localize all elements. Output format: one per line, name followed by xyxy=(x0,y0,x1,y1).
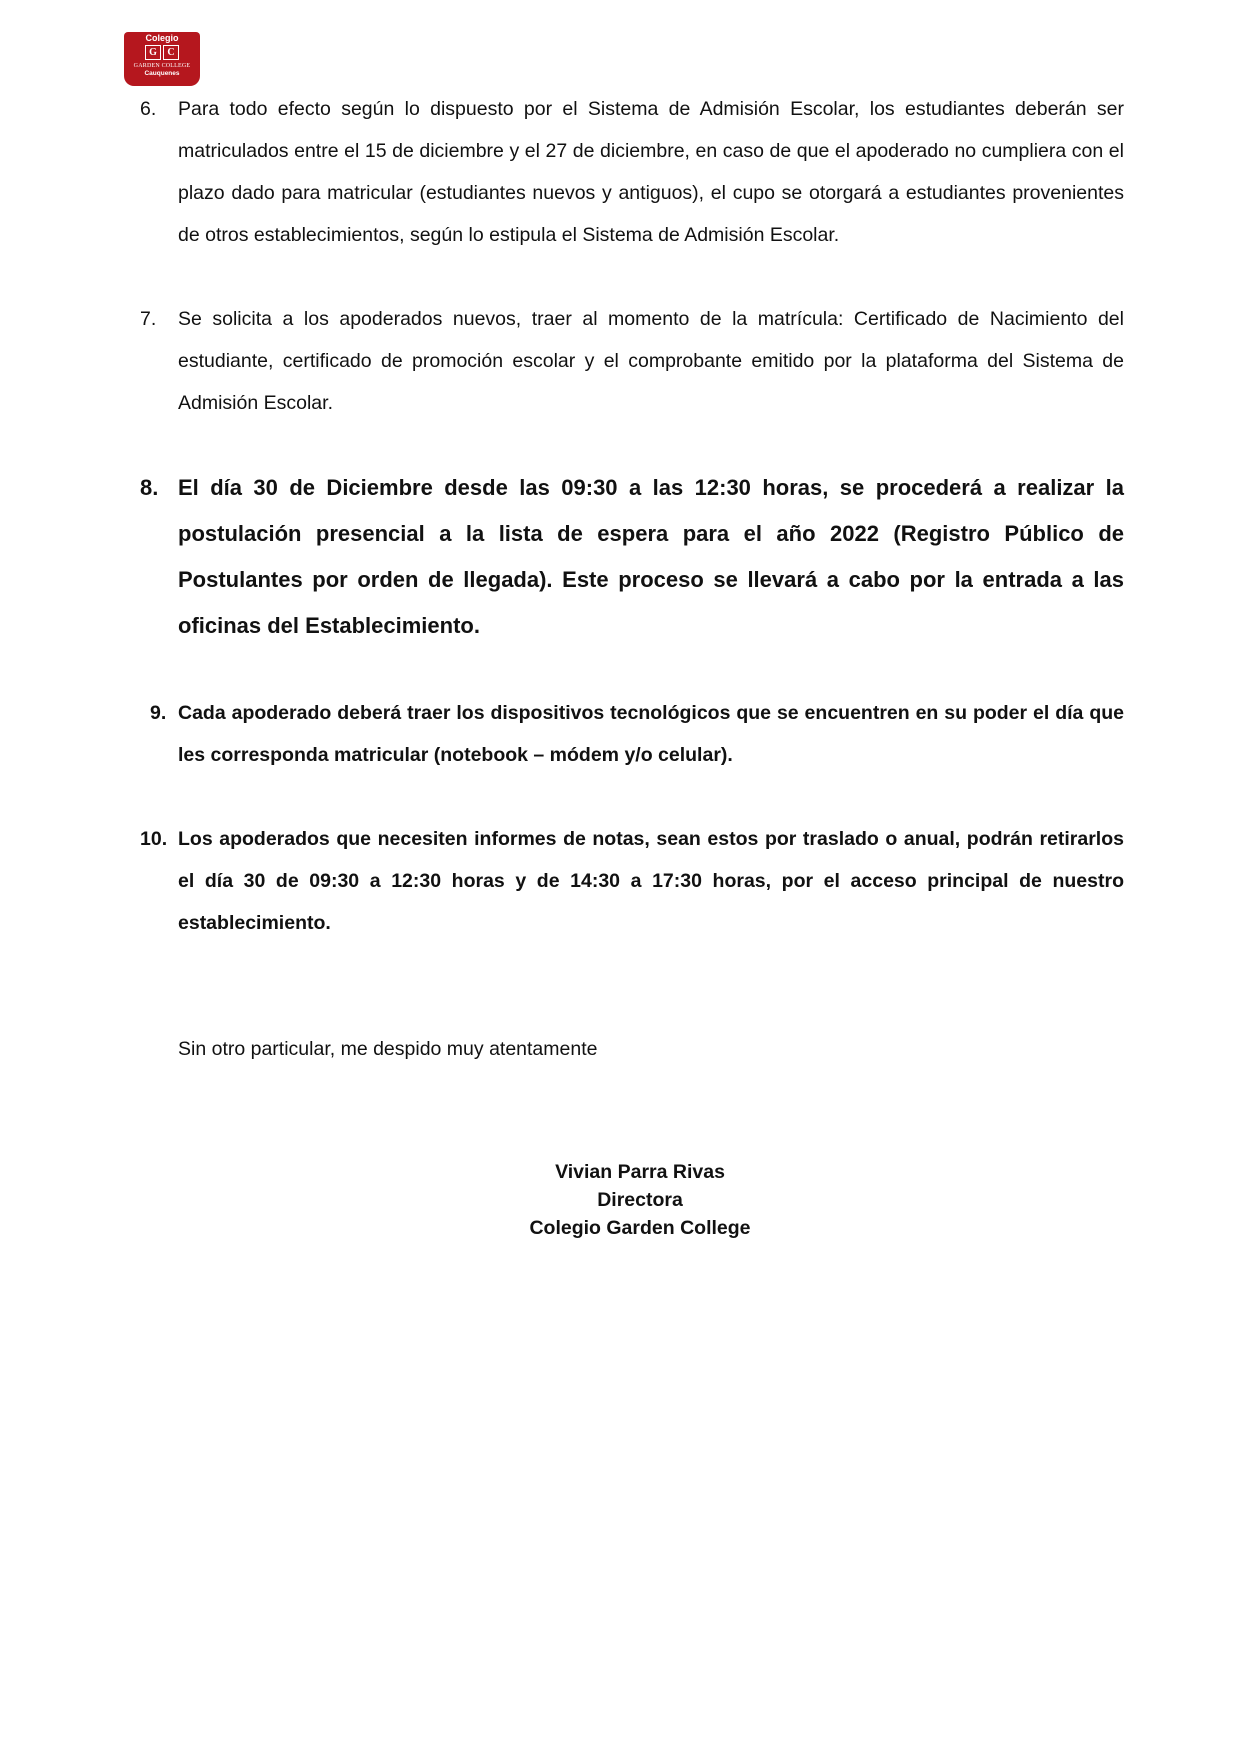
logo-letter-g: G xyxy=(145,45,161,60)
item-text: Los apoderados que necesiten informes de notas, sean estos por traslado o anual, podrán retirarlos el día 30 de 09:30 a 12:30 horas y de 14:30 a 17:30 horas, por el acceso principal de nuestro establecimiento. xyxy=(178,828,1124,934)
school-logo xyxy=(124,32,200,86)
logo-letter-c: C xyxy=(163,45,179,60)
item-number: 10. xyxy=(140,828,168,850)
logo-top-text: Colegio xyxy=(145,33,179,43)
logo-name: GARDEN COLLEGE xyxy=(133,63,191,69)
item-number: 6. xyxy=(140,98,157,120)
item-text: Para todo efecto según lo dispuesto por el Sistema de Admisión Escolar, los estudiantes deberán ser matriculados entre el 15 de diciembre y el 27 de diciembre, en caso de que el apoderado no cumpliera con el plazo dado para matricular (estudiantes nuevos y antiguos), el cupo se otorgará a estudiantes provenientes de otros establecimientos, según lo estipula el Sistema de Admisión Escolar. xyxy=(178,98,1124,246)
signature-org: Colegio Garden College xyxy=(529,1217,751,1239)
signature-block xyxy=(460,1158,820,1242)
item-text: El día 30 de Diciembre desde las 09:30 a las 12:30 horas, se procederá a realizar la postulación presencial a la lista de espera para el año 2022 (Registro Público de Postulantes por orden de llegada). Este proceso se llevará a cabo por la entrada a las oficinas del Establecimiento. xyxy=(178,475,1124,638)
item-number: 9. xyxy=(150,702,167,724)
closing-line: Sin otro particular, me despido muy atentamente xyxy=(178,1038,598,1060)
signature-name: Vivian Parra Rivas xyxy=(555,1161,725,1183)
signature-role: Directora xyxy=(597,1189,683,1211)
logo-city: Cauquenes xyxy=(144,70,180,77)
item-number: 7. xyxy=(140,308,157,330)
item-text: Se solicita a los apoderados nuevos, traer al momento de la matrícula: Certificado de Nacimiento del estudiante, certificado de promoción escolar y el comprobante emitido por la plataforma del Sistema de Admisión Escolar. xyxy=(178,308,1124,414)
item-number: 8. xyxy=(140,475,159,500)
item-text: Cada apoderado deberá traer los dispositivos tecnológicos que se encuentren en su poder el día que les corresponda matricular (notebook – módem y/o celular). xyxy=(178,702,1124,766)
